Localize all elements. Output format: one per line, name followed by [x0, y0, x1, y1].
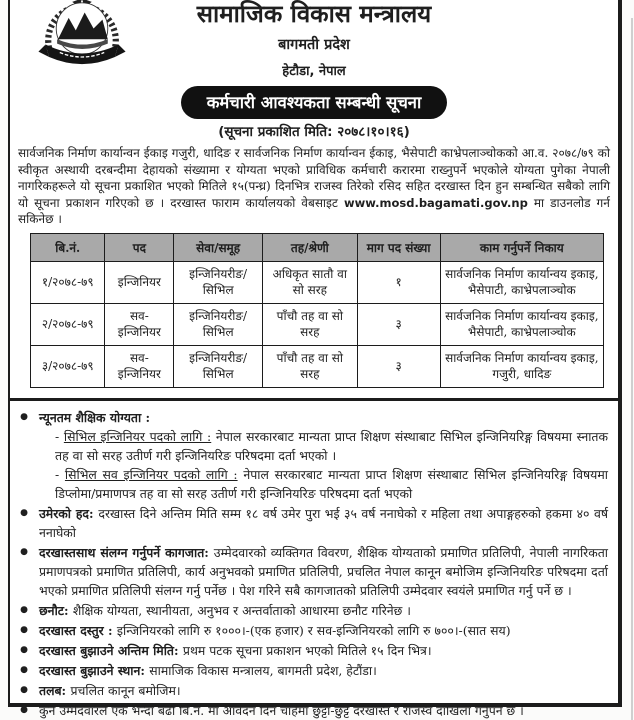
table-cell: ३ [357, 345, 440, 387]
requirement-text [39, 408, 608, 503]
requirement-item [18, 641, 608, 660]
column-header: पद [105, 233, 174, 261]
table-cell: १/२०७८-७९ [31, 261, 105, 303]
document-header [10, 1, 618, 140]
nepal-government-emblem-icon [30, 0, 134, 73]
bullet-icon: ● [20, 704, 28, 715]
requirement-item [18, 504, 608, 542]
table-cell: सव-इन्जिनियर [105, 345, 174, 387]
table-cell: सार्वजनिक निर्माण कार्यान्वय इकाइ, गजुरी, धादिङ [440, 345, 603, 387]
table-cell: सार्वजनिक निर्माण कार्यान्वय इकाइ, भैसेपाटी, काभ्रेपलाञ्चोक [440, 303, 603, 345]
requirement-label: तलब: [39, 682, 71, 698]
location-line: हेटौडा, नेपाल [282, 64, 346, 79]
requirement-label: दरखास्त बुझाउने स्थान: [39, 662, 150, 678]
bullet-icon: ● [20, 644, 28, 655]
vacancy-table-body [31, 261, 604, 387]
bullet-icon: ● [20, 411, 28, 422]
requirement-subitem: - सिभिल सव इन्जिनियर पदको लागि : नेपाल सरकारबाट मान्यता प्राप्त शिक्षण संस्थाबाट सिभिल इन्जिनियरिङ्ग विषयमा डिप्लोमा/प्रमाणपत्र तह वा सो सरह उतीर्ण गरी इन्जिनियरिङ परिषदमा दर्ता भएको [55, 466, 608, 501]
requirement-label: दरखास्तसाथ संलग्न गर्नुपर्ने कागजात: [39, 544, 214, 560]
bullet-icon: ● [20, 604, 28, 615]
table-row [31, 261, 604, 303]
vacancy-table [30, 233, 604, 388]
requirement-item [18, 543, 608, 600]
intro-lead-text: सार्वजनिक निर्माण कार्यान्वन ईकाइ गजुरी, धादिङ र सार्वजनिक निर्माण कार्यान्वन ईकाइ, भैसेपाटी काभ्रेपलाञ्चोकको आ.व. २०७८/७९ को स्वीकृत अस्थायी दरबन्दीमा देहायको संख्यामा र योग्यता भएको प्राविधिक कर्मचारी करारमा राख्नुपर्ने भएकोले योग्यता पुगेका नेपाली नागरिकहरूले यो सूचना प्रकाशित भएको मितिले १५(पन्ध्र) दिनभित्र राजस्व तिरेको रसिद सहित दरखास्त दिन हुन सम्बन्धित सबैको लागि यो सूचना प्रकाशन गरिएको छ । दरखास्त फाराम कार्यालयको वेबसाइट [18, 146, 610, 210]
table-cell: सव-इन्जिनियर [105, 303, 174, 345]
requirement-label: दरखास्त दस्तुर : [39, 622, 117, 638]
column-header: सेवा/समूह [174, 233, 263, 261]
requirement-text: उमेरको हद: दरखास्त दिने अन्तिम मिति सम्म १८ वर्ष उमेर पुरा भई ३५ वर्ष ननाघेको र महिला तथा अपाङ्गहरुको हकमा ४० वर्ष ननाघेको [39, 505, 608, 540]
requirements-list [18, 408, 608, 720]
requirement-label: न्यूनतम शैक्षिक योग्यता : [39, 409, 151, 425]
requirement-item [18, 701, 608, 720]
column-header: काम गर्नुपर्ने निकाय [440, 233, 603, 261]
bullet-icon: ● [20, 684, 28, 695]
requirements-box [10, 398, 618, 720]
requirement-label: छनौट: [39, 602, 73, 618]
bullet-icon: ● [20, 664, 28, 675]
requirement-item [18, 621, 608, 640]
column-header: तह/श्रेणी [263, 233, 358, 261]
table-cell: इन्जिनियरीङ/सिभिल [174, 303, 263, 345]
table-cell: ३ [357, 303, 440, 345]
table-cell: १ [357, 261, 440, 303]
vacancy-table-header [31, 233, 604, 261]
table-cell: इन्जिनियर [105, 261, 174, 303]
requirement-item [18, 601, 608, 620]
notice-document [8, 0, 622, 718]
column-header: बि.नं. [31, 233, 105, 261]
ministry-title: सामाजिक विकास मन्त्रालय [196, 0, 432, 28]
requirement-text: दरखास्त बुझाउने अन्तिम मिति: प्रथम पटक सूचना प्रकाशन भएको मितिले १५ दिन भित्र। [39, 642, 432, 658]
table-cell: इन्जिनियरीङ/सिभिल [174, 261, 263, 303]
requirement-label: दरखास्त बुझाउने अन्तिम मिति: [39, 642, 183, 658]
intro-paragraph [18, 145, 610, 228]
table-row [31, 303, 604, 345]
table-cell: ३/२०७८-७९ [31, 345, 105, 387]
requirement-item [18, 661, 608, 680]
table-cell: २/२०७८-७९ [31, 303, 105, 345]
table-header-row [31, 233, 604, 261]
requirement-text: दरखास्त बुझाउने स्थान: सामाजिक विकास मन्त्रालय, बागमती प्रदेश, हेटौंडा। [39, 662, 377, 678]
requirement-text: तलब: प्रचलित कानून बमोजिम। [39, 682, 181, 698]
column-header: माग पद संख्या [357, 233, 440, 261]
table-cell: पाँचौ तह वा सो सरह [263, 345, 358, 387]
table-cell: इन्जिनियरीङ/सिभिल [174, 345, 263, 387]
subitem-label: सिभिल इन्जिनियर पदको लागि : [63, 428, 212, 444]
table-cell: सार्वजनिक निर्माण कार्यान्वय इकाइ, भैसेपाटी, काभ्रेपलाञ्चोक [440, 261, 603, 303]
requirement-subitem: - सिभिल इन्जिनियर पदको लागि : नेपाल सरकारबाट मान्यता प्राप्त शिक्षण संस्थाबाट सिभिल इन्जिनियरिङ्ग विषयमा स्नातक तह वा सो सरह उतीर्ण गरी इन्जिनियरिङ परिषदमा दर्ता भएको । [55, 428, 608, 463]
scan-edge-artifact [631, 18, 633, 720]
bullet-icon: ● [20, 546, 28, 557]
table-cell: पाँचौ तह वा सो सरह [263, 303, 358, 345]
requirement-text: छनौट: शैक्षिक योग्यता, स्थानीयता, अनुभव र अन्तर्वाताको आधारमा छनौट गरिनेछ । [39, 602, 412, 618]
published-date-line: (सूचना प्रकाशित मिति: २०७८।१०।१६) [218, 124, 410, 140]
subitem-label: सिभिल सव इन्जिनियर पदको लागि : [64, 466, 238, 482]
requirement-text: दरखास्त दस्तुर : इन्जिनियरको लागि रु १०००।-(एक हजार) र सव-इन्जिनियरको लागि रु ७००।-(सात सय) [39, 622, 511, 638]
notice-title-banner: कर्मचारी आवश्यकता सम्बन्धी सूचना [181, 86, 448, 119]
requirement-text: दरखास्तसाथ संलग्न गर्नुपर्ने कागजात: उम्मेदवारको व्यक्तिगत विवरण, शैक्षिक योग्यताको प्रमाणित प्रतिलिपी, नेपाली नागरिकता प्रमाणपत्रको प्रमाणित प्रतिलिपी, कार्य अनुभवको प्रमाणित प्रतिलिपी, प्रचलित नेपाल कानून बमोजिम इन्जिनियरिङ परिषदमा दर्ता भएको प्रमाणित प्रतिलिपी संलग्न गर्नु पर्नेछ । पेश गरिने सबै कागजातको प्रतिलिपी उम्मेदवार स्वयंले प्रमाणित गर्नु पर्ने छ । [39, 544, 609, 598]
bullet-icon: ● [20, 624, 28, 635]
province-line: बागमती प्रदेश [278, 37, 350, 53]
bullet-icon: ● [20, 507, 28, 518]
website-url-text: www.mosd.bagamati.gov.np [343, 195, 528, 210]
requirement-sublist [39, 427, 608, 503]
requirement-item [18, 681, 608, 700]
table-row [31, 345, 604, 387]
requirement-text: कुनै उम्मेदवारले एक भन्दा बढी बि.नं. मा आवेदन दिन चाहेमा छुट्टा-छुट्टै दरखास्त र राजस्व दाखिला गर्नुपर्ने छ । [39, 702, 524, 718]
requirement-item [18, 408, 608, 503]
requirement-label: उमेरको हद: [39, 505, 99, 521]
table-cell: अधिकृत सातौ वा सो सरह [263, 261, 358, 303]
intro-tail-text: मा डाउनलोड गर्न सकिनेछ । [18, 195, 610, 226]
